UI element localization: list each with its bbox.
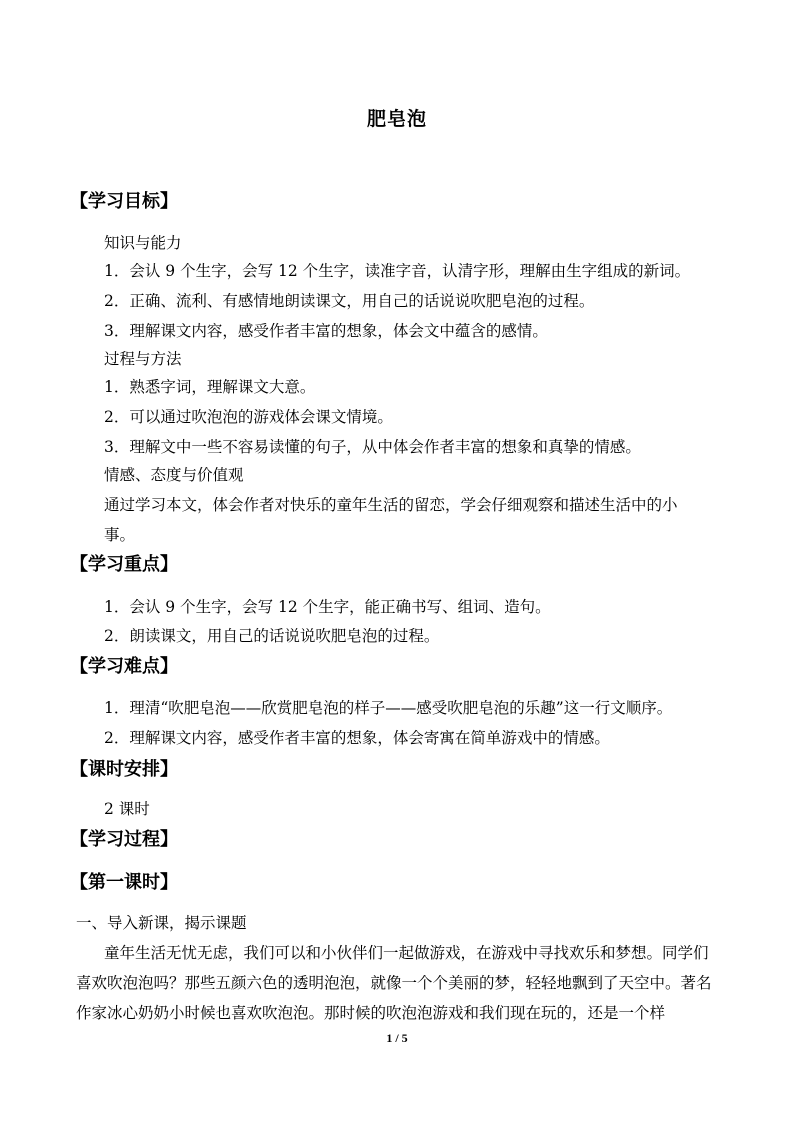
section-heading-schedule: 【课时安排】 — [70, 759, 178, 780]
paragraph-text: 通过学习本文，体会作者对快乐的童年生活的留恋，学会仔细观察和描述生活中的小事。 — [104, 496, 678, 544]
section-heading-lesson1: 【第一课时】 — [70, 872, 178, 893]
list-item: 2．朗读课文，用自己的话说说吹肥皂泡的过程。 — [104, 627, 440, 645]
section-heading-objectives: 【学习目标】 — [70, 191, 178, 212]
section-heading-process: 【学习过程】 — [70, 829, 178, 850]
list-item: 1．熟悉字词，理解课文大意。 — [104, 378, 316, 396]
subheading-process: 过程与方法 — [104, 350, 182, 368]
list-item: 2．正确、流利、有感情地朗读课文，用自己的话说说吹肥皂泡的过程。 — [104, 292, 595, 310]
schedule-text: 2 课时 — [104, 800, 150, 818]
list-item: 3．理解课文内容，感受作者丰富的想象，体会文中蕴含的感情。 — [104, 322, 548, 340]
list-item: 1．理清“吹肥皂泡——欣赏肥皂泡的样子——感受吹肥皂泡的乐趣”这一行文顺序。 — [104, 699, 673, 717]
list-item: 1．会认 9 个生字，会写 12 个生字，能正确书写、组词、造句。 — [104, 598, 551, 616]
step-heading: 一、导入新课，揭示课题 — [76, 914, 247, 932]
list-item: 3．理解文中一些不容易读懂的句子，从中体会作者丰富的想象和真挚的情感。 — [104, 438, 641, 456]
paragraph-attitude — [104, 490, 704, 550]
section-heading-keypoints: 【学习重点】 — [70, 554, 178, 575]
subheading-attitude: 情感、态度与价值观 — [104, 466, 244, 484]
list-item: 2．可以通过吹泡泡的游戏体会课文情境。 — [104, 408, 393, 426]
subheading-knowledge: 知识与能力 — [104, 234, 182, 252]
page-number: 1 / 5 — [386, 1031, 408, 1045]
paragraph-intro: 童年生活无忧无虑，我们可以和小伙伴们一起做游戏，在游戏中寻找欢乐和梦想。同学们喜欢吹泡泡吗？那些五颜六色的透明泡泡，就像一个个美丽的梦，轻轻地飘到了天空中。著名作家冰心奶奶小时候也喜欢吹泡泡。那时候的吹泡泡游戏和我们现在玩的，还是一个样 — [76, 944, 712, 1022]
list-item: 1．会认 9 个生字，会写 12 个生字，读准字音，认清字形，理解由生字组成的新词。 — [104, 262, 691, 280]
page-title: 肥皂泡 — [366, 108, 427, 130]
section-heading-difficulties: 【学习难点】 — [70, 656, 178, 677]
list-item: 2．理解课文内容，感受作者丰富的想象，体会寄寓在简单游戏中的情感。 — [104, 729, 610, 747]
